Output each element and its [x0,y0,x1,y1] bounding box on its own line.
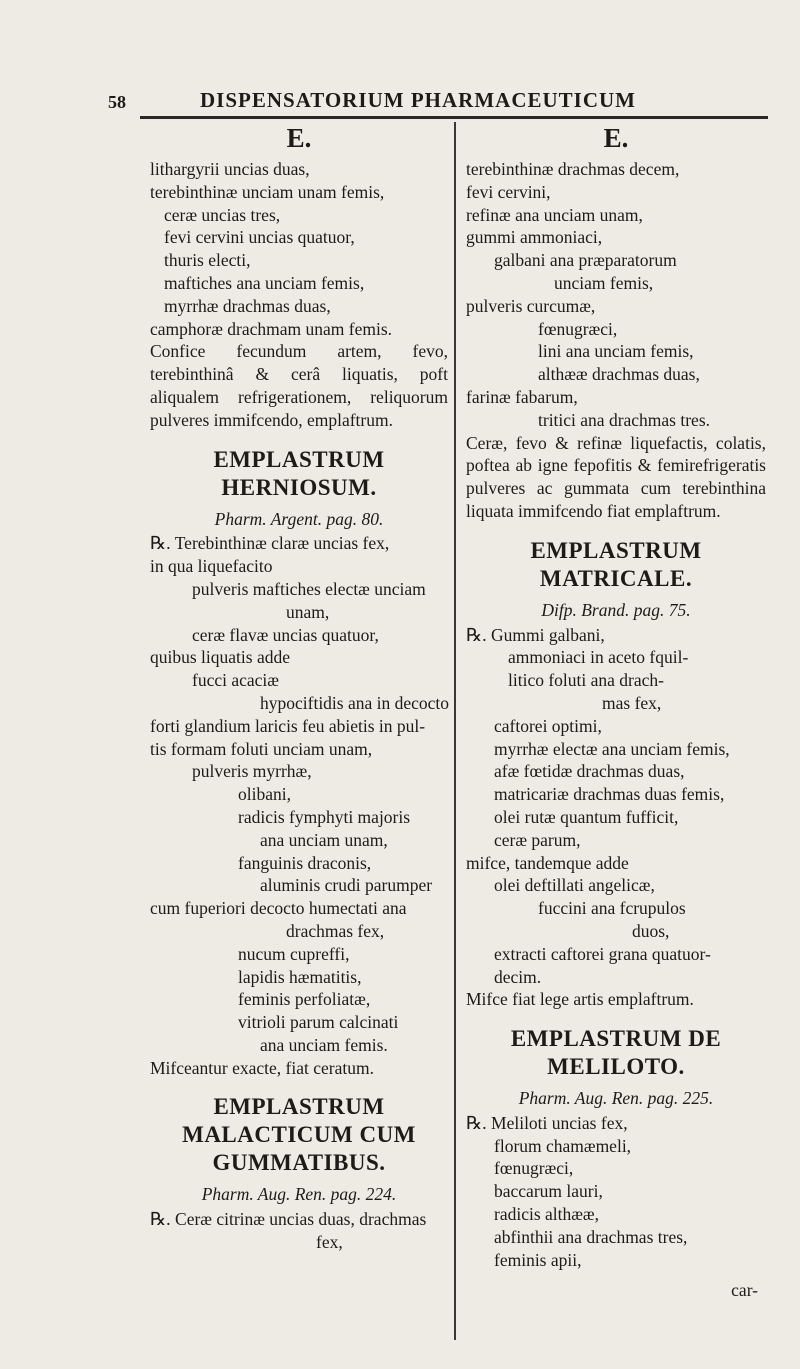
ingredient-line: terebinthinæ unciam unam femis, [150,181,385,202]
ingredient-line: Gummi galbani, [491,624,605,645]
recipe-title-malacticum: EMPLASTRUM MALACTICUM CUM GUMMATIBUS. [182,1094,416,1176]
ingredient-line: ceræ parum, [494,829,581,850]
ingredient-line: terebinthinæ drachmas decem, [466,159,680,179]
ingredient-line: fanguinis draconis, [238,852,372,873]
ingredient-line: duos, [632,920,670,941]
ingredient-line: lithargyrii uncias duas, [150,159,310,179]
ingredient-line: matricariæ drachmas duas femis, [494,784,725,805]
method-paragraph: Ceræ, fevo & refinæ liquefactis, colatis, poftea ab igne fepofitis & femirefrigeratis pulveres ac gummata cum terebinthina liquata immifcendo fiat emplaftrum. [466,432,766,521]
section-letter-right: E. [603,123,629,153]
ingredient-line: aluminis crudi parumper [260,875,433,896]
recipe-title-herniosum: EMPLASTRUM HERNIOSUM. [213,446,385,500]
ingredient-line: tritici ana drachmas tres. [538,409,711,430]
recipe-symbol-icon: ℞. [150,1209,171,1230]
ingredient-line: fœnugræci, [538,318,618,339]
ingredient-line: hypociftidis ana in decocto [260,692,450,713]
ingredient-line: in qua liquefacito [150,556,273,577]
ingredient-line: feminis apii, [494,1249,582,1270]
catchword: car- [731,1280,758,1301]
ingredient-line: fevi cervini, [466,181,551,202]
recipe-title-matricale: EMPLASTRUM MATRICALE. [530,537,702,591]
ingredient-line: olei deftillati angelicæ, [494,875,655,896]
ingredient-line: ceræ flavæ uncias quatuor, [192,624,379,645]
page-number: 58 [108,92,126,112]
ingredient-line: fuccini ana fcrupulos [538,898,686,919]
ingredient-line: galbani ana præparatorum [494,250,677,271]
ingredient-line: lapidis hæmatitis, [238,966,362,987]
recipe-source: Difp. Brand. pag. 75. [541,599,691,620]
ingredient-line: ceræ uncias tres, [164,204,281,225]
recipe-source: Pharm. Argent. pag. 80. [214,508,384,529]
ingredient-line: camphoræ drachmam unam femis. [150,318,393,339]
ingredient-line: radicis fymphyti majoris [238,806,411,827]
left-column [150,118,448,1254]
ingredient-line: unam, [286,601,330,622]
right-column [466,118,766,1302]
ingredient-line: Mifce fiat lege artis emplaftrum. [466,989,694,1010]
ingredient-line: abfinthii ana drachmas tres, [494,1226,688,1247]
ingredient-line: ana unciam unam, [260,829,388,850]
recipe-symbol-icon: ℞. [150,533,171,554]
ingredient-line: ana unciam femis. [260,1034,388,1055]
ingredient-line: quibus liquatis adde [150,647,290,668]
ingredient-line: florum chamæmeli, [494,1135,632,1156]
ingredient-line: refinæ ana unciam unam, [466,204,643,225]
section-letter-left: E. [286,123,312,153]
recipe-title-meliloto: EMPLASTRUM DE MELILOTO. [510,1026,722,1080]
recipe-symbol-icon: ℞. [466,624,487,645]
ingredient-line: thuris electi, [164,250,251,271]
ingredient-line: farinæ fabarum, [466,386,578,407]
ingredient-line: tis formam foluti unciam unam, [150,738,373,759]
ingredient-line: cum fuperiori decocto humectati ana [150,898,407,919]
ingredient-line: gummi ammoniaci, [466,227,603,248]
recipe-symbol-icon: ℞. [466,1112,487,1133]
ingredient-line: forti glandium laricis feu abietis in pul- [150,715,426,736]
ingredient-line: unciam femis, [554,272,654,293]
running-title: DISPENSATORIUM PHARMACEUTICUM [200,88,636,112]
ingredient-line: mifce, tandemque adde [466,852,629,873]
ingredient-line: olei rutæ quantum fufficit, [494,806,679,827]
ingredient-line: Ceræ citrinæ uncias duas, drachmas [175,1209,427,1230]
ingredient-line: baccarum lauri, [494,1181,603,1202]
ingredient-line: radicis althææ, [494,1204,599,1225]
ingredient-line: afæ fœtidæ drachmas duas, [494,761,685,782]
recipe-source: Pharm. Aug. Ren. pag. 225. [518,1088,714,1109]
ingredient-line: myrrhæ drachmas duas, [164,295,331,316]
ingredient-line: fœnugræci, [494,1158,574,1179]
ingredient-line: feminis perfoliatæ, [238,989,371,1010]
ingredient-line: drachmas fex, [286,920,385,941]
column-divider [454,122,456,1340]
ingredient-line: pulveris curcumæ, [466,295,596,316]
ingredient-line: maftiches ana unciam femis, [164,272,365,293]
ingredient-line: decim. [494,966,542,987]
ingredient-line: caftorei optimi, [494,715,602,736]
recipe-source: Pharm. Aug. Ren. pag. 224. [201,1184,397,1205]
ingredient-line: vitrioli parum calcinati [238,1012,399,1033]
ingredient-line: litico foluti ana drach- [508,670,664,691]
ingredient-line: fucci acaciæ [192,670,279,691]
ingredient-line: fevi cervini uncias quatuor, [164,227,355,248]
running-header [108,86,768,116]
ingredient-line: olibani, [238,784,291,805]
ingredient-line: Mifceantur exacte, fiat ceratum. [150,1057,374,1078]
ingredient-line: pulveris myrrhæ, [192,761,312,782]
ingredient-line: ammoniaci in aceto fquil- [508,647,689,668]
method-paragraph: Confice fecundum artem, fevo, terebinthinâ & cerâ liquatis, poft aliqualem refrigerationem, reliquorum pulveres immifcendo, emplaftrum. [150,341,448,430]
ingredient-line: althææ drachmas duas, [538,364,700,385]
ingredient-line: mas fex, [602,692,662,713]
ingredient-line: nucum cupreffi, [238,943,350,964]
ingredient-line: lini ana unciam femis, [538,341,694,362]
ingredient-line: myrrhæ electæ ana unciam femis, [494,738,730,759]
ingredient-line: pulveris maftiches electæ unciam [192,578,426,599]
ingredient-line: Meliloti uncias fex, [491,1112,628,1133]
ingredient-line: extracti caftorei grana quatuor- [494,943,711,964]
ingredient-line: Terebinthinæ claræ uncias fex, [174,533,390,554]
ingredient-line: fex, [316,1232,343,1253]
